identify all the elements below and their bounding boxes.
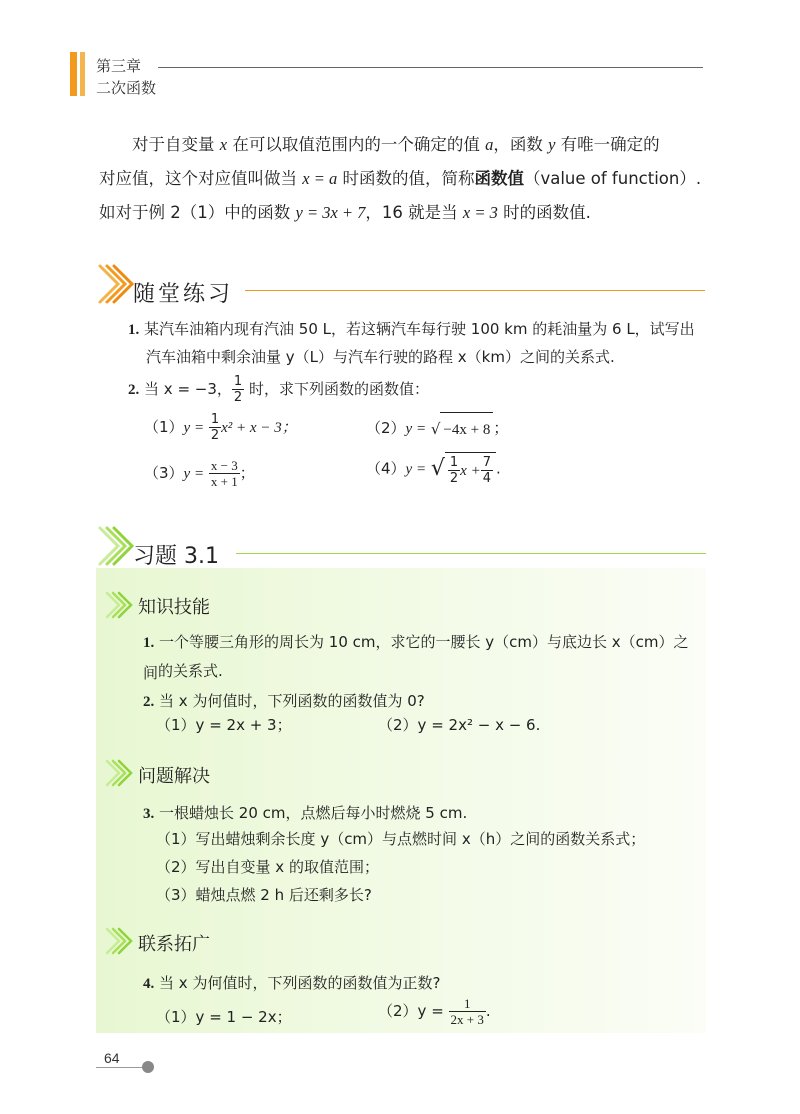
term-function-value: 函数值 xyxy=(474,169,524,188)
practice-q1: 1. 某汽车油箱内现有汽油 50 L，若这辆汽车每行驶 100 km 的耗油量为 6 L，试写出 xyxy=(128,320,695,338)
exercise-q1: 1. 一个等腰三角形的周长为 10 cm，求它的一腰长 y（cm）与底边长 x（cm）之间 xyxy=(143,633,689,682)
intro-paragraph: 对于自变量 x 在可以取值范围内的一个确定的值 a，函数 y 有唯一确定的 对应值，这个对应值叫做当 x = a 时函数的值，简称函数值（value of function）. 如对于例 2（1）中的函数 y = 3x + 7，16 就是当 x = 3 时的函数值. xyxy=(99,135,702,222)
chapter-label: 第三章 xyxy=(96,57,142,75)
practice-q2: 2. 当 x = −3， $\frac{1}{2}$ 时，求下列函数的函数值： xyxy=(128,374,429,405)
exercise-q3-part3: （3）蜡烛点燃 2 h 后还剩多长? xyxy=(156,886,372,904)
exercise-q3-part2: （2）写出自变量 x 的取值范围； xyxy=(156,858,379,876)
practice-heading-rule xyxy=(245,290,705,291)
extend-chevron-icon xyxy=(104,926,136,956)
exercise-q2-part1: （1）y = 2x + 3； xyxy=(156,716,292,734)
header-accent-bar xyxy=(70,52,77,96)
problem-heading: 问题解决 xyxy=(138,766,210,787)
orange-chevron-icon xyxy=(96,262,136,306)
chapter-title: 二次函数 xyxy=(96,79,157,97)
problem-chevron-icon xyxy=(104,758,136,788)
practice-heading: 随堂练习 xyxy=(133,282,234,307)
page-number: 64 xyxy=(104,1050,120,1066)
header-accent-bar-light xyxy=(80,52,85,96)
skills-heading: 知识技能 xyxy=(138,597,210,618)
exercise-q4-part1: （1）y = 1 − 2x； xyxy=(156,1008,292,1026)
practice-q2-part1: （1）y = $\frac{1}{2}$ x² + x − 3； xyxy=(144,412,297,443)
green-chevron-icon xyxy=(96,524,136,568)
exercises-heading: 习题 3.1 xyxy=(133,544,219,569)
practice-q2-part3: （3）y = $\frac{x - 3}{x + 1}$ ； xyxy=(144,458,255,489)
exercises-heading-rule xyxy=(236,553,706,554)
exercise-q4-part2: （2）y = $\frac{1}{2x + 3}$ . xyxy=(378,996,491,1027)
exercise-q2-part2: （2）y = 2x² − x − 6. xyxy=(378,716,541,734)
practice-q2-part4: （4）y = √ $\frac{1}{2}$ x + $\frac{7}{4}$ . xyxy=(366,452,501,486)
exercise-q1-line2: 的关系式. xyxy=(158,662,223,680)
exercise-q4: 4. 当 x 为何值时，下列函数的函数值为正数? xyxy=(143,974,441,992)
exercise-q3-part1: （1）写出蜡烛剩余长度 y（cm）与点燃时间 x（h）之间的函数关系式； xyxy=(156,830,646,848)
skills-chevron-icon xyxy=(104,590,136,620)
extend-heading: 联系拓广 xyxy=(138,934,210,955)
practice-q1-line2: 汽车油箱中剩余油量 y（L）与汽车行驶的路程 x（km）之间的关系式. xyxy=(146,348,615,366)
page-number-rule xyxy=(96,1067,142,1068)
practice-q2-part2: （2）y = √ −4x + 8 ； xyxy=(366,412,508,445)
header-rule xyxy=(158,67,703,68)
exercise-q3: 3. 一根蜡烛长 20 cm，点燃后每小时燃烧 5 cm. xyxy=(143,804,468,822)
exercise-q2: 2. 当 x 为何值时，下列函数的函数值为 0? xyxy=(143,692,425,710)
page-dot-icon xyxy=(142,1061,154,1073)
